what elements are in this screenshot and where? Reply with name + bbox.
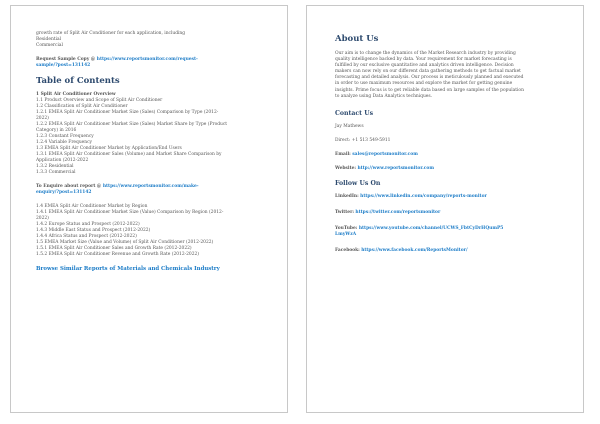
contact-direct: Direct: +1 513 549-5911 xyxy=(335,137,391,143)
about-line: in order to use maximum resources and explore the market for getting genuine xyxy=(335,81,513,87)
toc-entry: 1.3 EMEA Split Air Conditioner Market by Application/End Users xyxy=(36,146,182,151)
toc-entry: 1 Split Air Conditioner Overview xyxy=(36,92,116,97)
intro-line: growth rate of Split Air Conditioner for each application, including xyxy=(36,31,186,36)
about-line: insights. Prime focus is to get reliable data based on large samples of the population xyxy=(335,87,524,93)
request-sample-label: Request Sample Copy @ xyxy=(36,57,96,62)
contact-website-row xyxy=(335,166,561,172)
toc-entry: 1.4.3 Middle East Status and Prospect (2012-2022) xyxy=(36,228,151,233)
about-line: Our aim is to change the dynamics of the Market Research industry by providing xyxy=(335,51,516,56)
social-link[interactable]: https://www.facebook.com/ReportsMonitor/ xyxy=(361,247,468,253)
toc-entry: 1.2.4 Variable Frequency xyxy=(36,140,93,145)
social-row xyxy=(335,210,561,216)
about-line: makers can now rely on our different data gathering methods to get factual market xyxy=(335,69,521,75)
toc-entry: 2022) xyxy=(36,216,49,221)
toc-entry: 1.5.2 EMEA Split Air Conditioner Revenue and Growth Rate (2012-2022) xyxy=(36,252,199,257)
toc-entry: 1.5 EMEA Market Size (Value and Volume) of Split Air Conditioner (2012-2022) xyxy=(36,240,214,245)
toc-entry: 1.3.1 EMEA Split Air Conditioner Sales (Volume) and Market Share Comparison by xyxy=(36,152,222,157)
about-us-text xyxy=(335,51,561,100)
social-links xyxy=(335,194,561,254)
contact-email-row xyxy=(335,152,561,158)
right-page-content xyxy=(335,34,561,264)
toc-list-second xyxy=(36,204,269,258)
toc-title: Table of Contents xyxy=(36,76,120,86)
toc-entry: 1.3.3 Commercial xyxy=(36,170,76,175)
request-sample-link[interactable]: https://www.reportsmonitor.com/request- xyxy=(96,57,198,62)
toc-entry: Category) in 2016 xyxy=(36,128,77,133)
website-label: Website: xyxy=(335,165,357,171)
enquire-link[interactable]: https://www.reportsmonitor.com/make- xyxy=(102,184,199,189)
left-page-content xyxy=(36,31,269,273)
intro-line: Commercial xyxy=(36,43,63,48)
social-row xyxy=(335,226,561,238)
social-row xyxy=(335,248,561,254)
email-label: Email: xyxy=(335,151,351,157)
toc-entry: 1.4.2 Europe Status and Prospect (2012-2022) xyxy=(36,222,140,227)
social-link[interactable]: https://www.youtube.com/channel/UCWS_FbtCyDrHQumP5 xyxy=(358,225,504,231)
toc-entry: 1.4.1 EMEA Split Air Conditioner Market Size (Value) Comparison by Region (2012- xyxy=(36,210,224,215)
about-us-heading: About Us xyxy=(335,34,379,44)
enquire-link-cont[interactable]: enquiry/?post=131142 xyxy=(36,190,92,195)
about-line: fulfilled by our exclusive quantitative and analytics driven intelligence. Decision xyxy=(335,63,514,69)
about-line: forecasting and detailed analysis. Our process is meticulously planned and executed xyxy=(335,75,524,81)
toc-entry: 1.3.2 Residential xyxy=(36,164,74,169)
email-link[interactable]: sales@reportsmonitor.com xyxy=(352,151,418,157)
contact-us-heading: Contact Us xyxy=(335,109,374,117)
toc-entry: 1.2.1 EMEA Split Air Conditioner Market Size (Sales) Comparison by Type (2012- xyxy=(36,110,219,115)
toc-entry: 1.4.4 Africa Status and Prospect (2012-2022) xyxy=(36,234,137,239)
toc-list-first xyxy=(36,92,269,176)
intro-line: Residential xyxy=(36,37,61,42)
browse-similar-link[interactable]: Browse Similar Reports of Materials and Chemicals Industry xyxy=(36,266,220,272)
about-line: to analyze using Data Analytics techniques. xyxy=(335,93,433,99)
social-link[interactable]: https://twitter.com/reportsmonitor xyxy=(355,209,441,215)
toc-entry: 1.2.3 Constant Frequency xyxy=(36,134,94,139)
document-page-right xyxy=(306,5,584,413)
toc-entry: Application (2012-2022 xyxy=(36,158,89,163)
request-sample-link-cont[interactable]: sample/?post=131142 xyxy=(36,63,91,68)
social-label: YouTube: xyxy=(335,225,358,231)
social-label: Twitter: xyxy=(335,209,355,215)
social-link[interactable]: https://www.linkedin.com/company/reports-monitor xyxy=(360,193,487,199)
document-page-left xyxy=(10,5,288,413)
about-line: quality intelligence backed by data. Your requirement for market forecasting is xyxy=(335,57,512,63)
contact-name: Jay Mathews xyxy=(335,123,364,129)
toc-entry: 1.2 Classification of Split Air Conditioner xyxy=(36,104,128,109)
toc-entry: 2022) xyxy=(36,116,49,121)
toc-entry: 1.4 EMEA Split Air Conditioner Market by Region xyxy=(36,204,148,209)
toc-entry: 1.5.1 EMEA Split Air Conditioner Sales and Growth Rate (2012-2022) xyxy=(36,246,192,251)
follow-us-heading: Follow Us On xyxy=(335,179,381,187)
toc-entry: 1.1 Product Overview and Scope of Split Air Conditioner xyxy=(36,98,163,103)
social-label: LinkedIn: xyxy=(335,193,359,199)
social-label: Facebook: xyxy=(335,247,360,253)
enquire-label: To Enquire about report @ xyxy=(36,184,102,189)
social-row xyxy=(335,194,561,200)
social-link-cont[interactable]: LmyWzA xyxy=(335,231,357,237)
toc-entry: 1.2.2 EMEA Split Air Conditioner Market Size (Sales) Market Share by Type (Product xyxy=(36,122,228,127)
website-link[interactable]: http://www.reportsmonitor.com xyxy=(357,165,435,171)
